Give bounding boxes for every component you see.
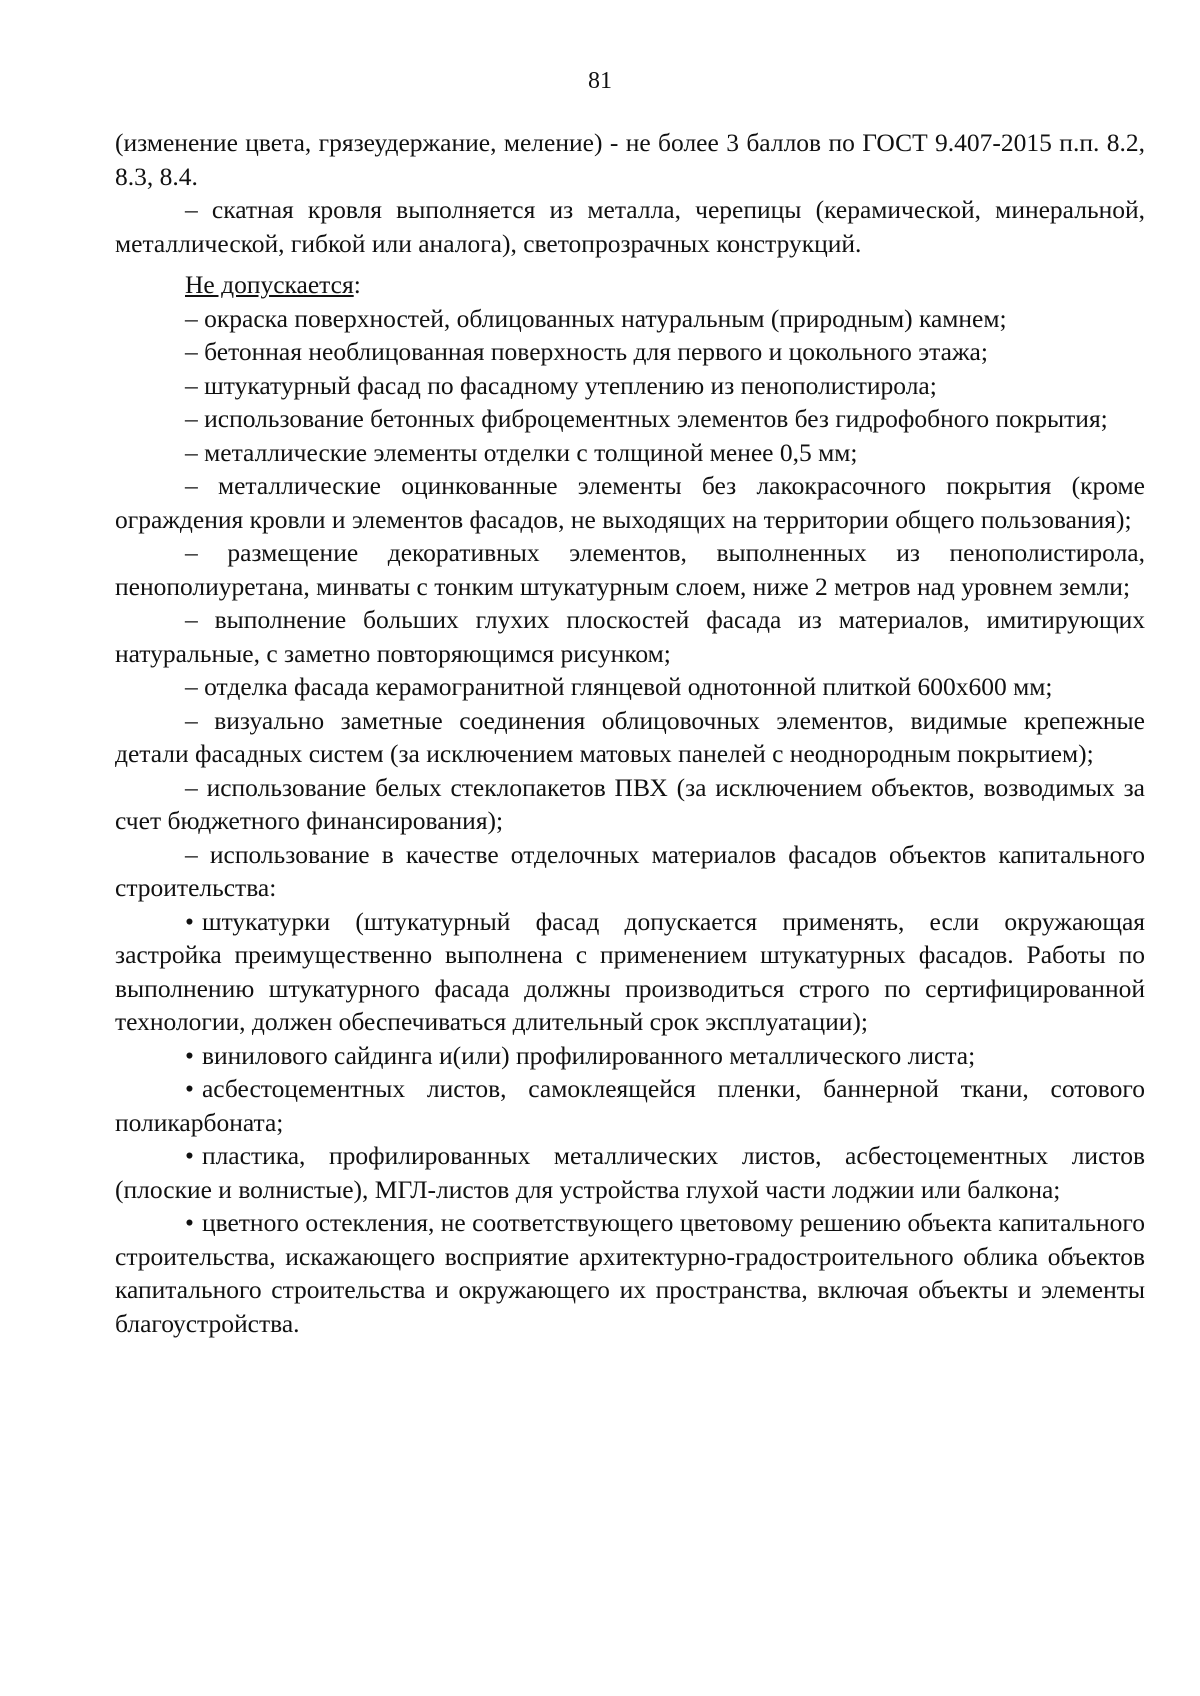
bullet-icon: • [185, 1040, 194, 1070]
material-bullet-text: цветного остекления, не соответствующего цветовому решению объекта капитального строительства, искажающего восприятие архитектурно-градостроительного облика объектов капитального строительства и окружающего их пространства, включая объекты и элементы благоустройства. [115, 1208, 1145, 1338]
prohibited-heading-colon: : [353, 270, 361, 299]
prohibited-item: – использование бетонных фиброцементных элементов без гидрофобного покрытия; [185, 404, 1108, 433]
prohibited-item: – штукатурный фасад по фасадному утеплению из пенополистирола; [185, 370, 937, 400]
material-bullet [115, 1139, 1145, 1206]
bullet-icon: • [185, 1141, 194, 1170]
page-number: 81 [588, 68, 612, 94]
document-body [115, 126, 1145, 1340]
material-bullet [115, 905, 1145, 1039]
prohibited-item: – использование белых стеклопакетов ПВХ (за исключением объектов, возводимых за счет бюджетного финансирования); [115, 772, 1145, 835]
prohibited-item: – размещение декоративных элементов, выполненных из пенополистирола, пенополиуретана, минваты с тонким штукатурным слоем, ниже 2 метров над уровнем земли; [115, 538, 1145, 601]
spacer [115, 260, 1145, 268]
intro-continuation: (изменение цвета, грязеудержание, меление) - не более 3 баллов по ГОСТ 9.407-2015 п.п. 8.2, 8.3, 8.4. [115, 128, 1145, 191]
bullet-icon: • [185, 1074, 194, 1103]
prohibited-heading [115, 268, 1145, 302]
material-bullet [115, 1206, 1145, 1340]
material-bullet-text: винилового сайдинга и(или) профилированного металлического листа; [201, 1040, 976, 1070]
prohibited-item: – металлические элементы отделки с толщиной менее 0,5 мм; [185, 437, 858, 467]
prohibited-item: – выполнение больших глухих плоскостей фасада из материалов, имитирующих натуральные, с заметно повторяющимся рисунком; [115, 605, 1145, 668]
prohibited-item: – визуально заметные соединения облицовочных элементов, видимые крепежные детали фасадных систем (за исключением матовых панелей с неоднородным покрытием); [115, 705, 1145, 768]
prohibited-item: – бетонная необлицованная поверхность для первого и цокольного этажа; [185, 337, 988, 366]
material-bullet-text: штукатурки (штукатурный фасад допускается применять, если окружающая застройка преимущественно выполнена с применением штукатурных фасадов. Работы по выполнению штукатурного фасада должны производиться строго по сертифицированной технологии, должен обеспечиваться длительный срок эксплуатации); [115, 906, 1145, 1036]
material-bullet-text: асбестоцементных листов, самоклеящейся пленки, баннерной ткани, сотового поликарбоната; [115, 1074, 1145, 1137]
prohibited-item: – металлические оцинкованные элементы без лакокрасочного покрытия (кроме ограждения кровли и элементов фасадов, не выходящих на территории общего пользования); [115, 471, 1145, 534]
bullet-icon: • [185, 906, 194, 936]
prohibited-heading-text: Не допускается [185, 270, 354, 299]
roof-paragraph: – скатная кровля выполняется из металла, черепицы (керамической, минеральной, металлической, гибкой или аналога), светопрозрачных конструкций. [115, 195, 1145, 258]
material-bullet [115, 1072, 1145, 1139]
prohibited-item: – окраска поверхностей, облицованных натуральным (природным) камнем; [185, 303, 1007, 333]
bullet-icon: • [185, 1208, 194, 1237]
material-bullet-text: пластика, профилированных металлических листов, асбестоцементных листов (плоские и волнистые), МГЛ-листов для устройства глухой части лоджии или балкона; [115, 1141, 1145, 1204]
prohibited-item: – использование в качестве отделочных материалов фасадов объектов капитального строительства: [115, 839, 1145, 902]
material-bullet [115, 1039, 1145, 1073]
prohibited-item: – отделка фасада керамогранитной глянцевой однотонной плиткой 600х600 мм; [185, 672, 1053, 701]
